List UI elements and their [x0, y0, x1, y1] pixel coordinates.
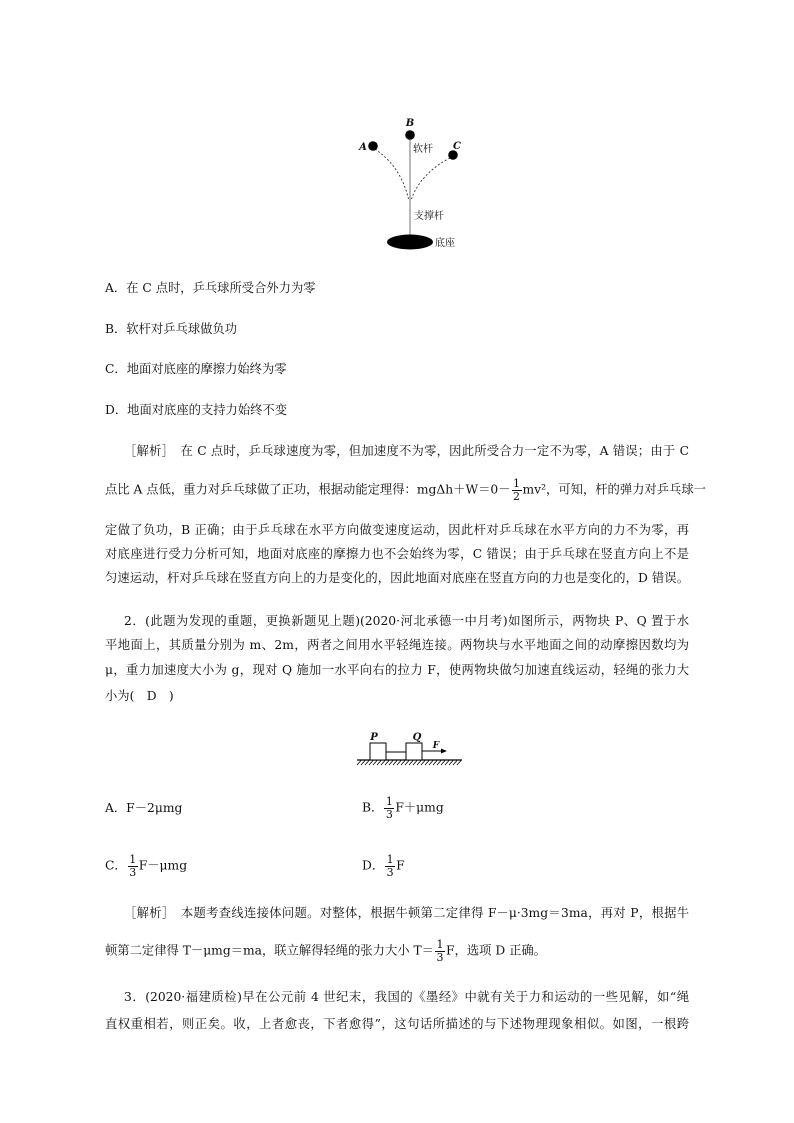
fraction-numerator: 1: [129, 853, 137, 866]
question-2-option-c: [105, 854, 187, 878]
trajectory-a-dashed: [375, 149, 409, 199]
support-rod-label: 支撑杆: [414, 211, 444, 222]
fraction-denominator: 3: [385, 807, 393, 821]
analysis-text: 顿第二定律得 T－μmg＝ma，联立解得轻绳的张力大小 T＝: [105, 943, 434, 958]
question-2-option-b: [362, 796, 444, 820]
fraction: [128, 854, 138, 878]
option-prefix: C．: [105, 858, 127, 873]
fraction-numerator: 1: [385, 795, 393, 808]
fraction-denominator: 3: [129, 865, 137, 879]
question-3-stem-line: 3．(2020·福建质检)早在公元前 4 世纪末，我国的《墨经》中就有关于力和运动的一些见解，如“绳: [124, 990, 689, 1004]
question-2-stem-line: 小为( D ): [105, 689, 174, 703]
ball-b-label: B: [405, 118, 415, 129]
trajectory-c-dashed: [412, 158, 451, 199]
question-2-option-a: A．F－2μmg: [105, 801, 183, 815]
question-1-option-d: D．地面对底座的支持力始终不变: [105, 403, 288, 417]
fraction: [512, 478, 522, 502]
ball-rod-figure: [350, 110, 470, 255]
question-2-option-d: [362, 854, 405, 878]
question-2-stem-line: 2．(此题为发现的重题，更换新题见上题)(2020·河北承德一中月考)如图所示，两物块 P、Q 置于水: [124, 614, 689, 628]
question-1-option-a: A．在 C 点时，乒乓球所受合外力为零: [105, 281, 316, 295]
fraction-numerator: 1: [386, 853, 394, 866]
fraction: [384, 796, 394, 820]
ball-b: [405, 130, 415, 140]
fraction-denominator: 2: [513, 489, 521, 503]
block-q-label: Q: [412, 732, 422, 743]
force-arrow-head-icon: [441, 749, 447, 754]
fraction: [385, 854, 395, 878]
ball-a-label: A: [359, 142, 367, 153]
base-label: 底座: [435, 238, 455, 249]
soft-rod-label: 软杆: [413, 144, 433, 155]
question-1-analysis-line: 对底座进行受力分析可知，地面对底座的摩擦力也不会始终为零，C 错误；由于乒乓球在竖直方向上不是: [105, 547, 689, 561]
analysis-text: 点比 A 点低，重力对乒乓球做了正功，根据动能定理得：mgΔh＋W＝0－: [105, 482, 511, 497]
option-suffix: F＋μmg: [395, 800, 444, 815]
ground-hatching: [357, 761, 461, 766]
analysis-text: F，选项 D 正确。: [445, 943, 546, 958]
block-p-label: P: [370, 732, 378, 743]
question-2-stem-line: μ，重力加速度大小为 g，现对 Q 施加一水平向右的拉力 F，使两物块做匀加速直线运动，轻绳的张力大: [105, 663, 689, 677]
block-q: [406, 743, 422, 760]
question-3-stem-line: 直权重相若，则正矣。收，上者愈丧，下者愈得”，这句话所描述的与下述物理现象相似。如图，一根跨: [105, 1017, 689, 1031]
option-suffix: F: [396, 858, 405, 873]
analysis-text: mv²，可知，杆的弹力对乒乓球一: [522, 482, 706, 497]
question-1-analysis-line: ［解析］ 在 C 点时，乒乓球速度为零，但加速度不为零，因此所受合力一定不为零，A 错误；由于 C: [124, 444, 689, 458]
fraction-denominator: 3: [436, 950, 444, 964]
question-2-stem-line: 平地面上，其质量分别为 m、2m，两者之间用水平轻绳连接。两物块与水平地面之间的动摩擦因数均为: [105, 638, 689, 652]
fraction-numerator: 1: [436, 938, 444, 951]
block-p: [370, 743, 386, 760]
option-prefix: B．: [362, 800, 384, 815]
force-f-label: F: [432, 741, 440, 751]
fraction-numerator: 1: [513, 477, 521, 490]
blocks-figure: [355, 728, 467, 772]
ball-a: [368, 141, 378, 151]
fraction: [435, 939, 445, 963]
question-2-analysis-line: [105, 939, 546, 963]
question-2-analysis-line: ［解析］ 本题考查线连接体问题。对整体，根据牛顿第二定律得 F－μ·3mg＝3ma，再对 P，根据牛: [124, 906, 689, 920]
option-suffix: F－μmg: [138, 858, 188, 873]
question-1-analysis-line: 定做了负功，B 正确；由于乒乓球在水平方向做变速度运动，因此杆对乒乓球在水平方向的力不为零，再: [105, 523, 689, 537]
ball-c-label: C: [453, 141, 461, 152]
fraction-denominator: 3: [386, 865, 394, 879]
option-prefix: D．: [362, 858, 385, 873]
question-1-analysis-line: 匀速运动，杆对乒乓球在竖直方向上的力是变化的，因此地面对底座在竖直方向的力也是变化的，D 错误。: [105, 571, 689, 585]
question-1-analysis-line: [105, 477, 706, 503]
question-1-option-b: B．软杆对乒乓球做负功: [105, 322, 238, 336]
question-1-option-c: C．地面对底座的摩擦力始终为零: [105, 362, 287, 376]
base-ellipse: [387, 235, 433, 250]
